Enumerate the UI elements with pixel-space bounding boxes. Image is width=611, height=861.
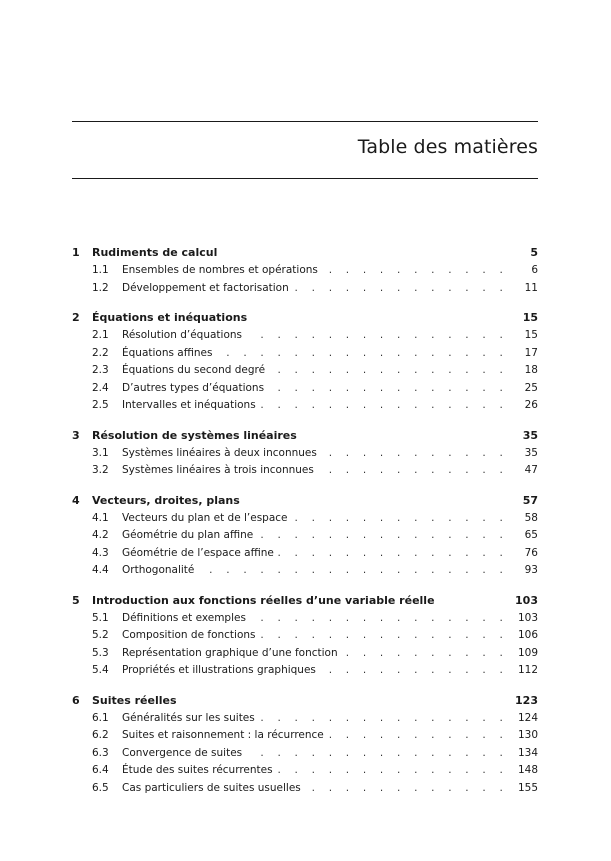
- toc-chapter: [72, 429, 538, 482]
- section-entry[interactable]: [72, 399, 538, 417]
- section-entry[interactable]: [72, 264, 538, 282]
- chapter-title: Résolution de systèmes linéaires: [92, 428, 297, 442]
- toc-chapter: [72, 311, 538, 417]
- section-page-number: 155: [517, 781, 538, 794]
- chapter-title: Suites réelles: [92, 693, 177, 707]
- section-number: 5.1: [92, 611, 109, 624]
- section-number: 6.4: [92, 764, 109, 776]
- section-title: Convergence de suites: [122, 746, 243, 759]
- dot-leader: [293, 282, 508, 294]
- section-title: Propriétés et illustrations graphiques: [122, 664, 316, 676]
- dot-leader: [257, 529, 508, 541]
- chapter-title: Rudiments de calcul: [92, 246, 218, 259]
- section-number: 4.2: [92, 529, 109, 541]
- section-title: Géométrie de l’espace affine: [122, 546, 274, 559]
- section-entry[interactable]: [72, 729, 538, 747]
- section-page-number: 11: [524, 281, 538, 294]
- dot-leader: [328, 729, 508, 741]
- chapter-number: 1: [72, 246, 80, 259]
- section-number: 6.5: [92, 781, 109, 794]
- section-page-number: 15: [524, 329, 538, 341]
- section-entry[interactable]: [72, 512, 538, 530]
- section-entry[interactable]: [72, 764, 538, 782]
- section-title: Résolution d’équations: [122, 329, 243, 341]
- section-title: Cas particuliers de suites usuelles: [122, 781, 301, 794]
- section-title: Géométrie du plan affine: [122, 529, 254, 541]
- section-page-number: 76: [524, 546, 538, 559]
- dot-leader: [260, 399, 508, 411]
- toc-chapter: [72, 694, 538, 800]
- chapter-number: 5: [72, 593, 80, 607]
- section-number: 4.1: [92, 511, 109, 524]
- page-title: Table des matières: [357, 136, 538, 158]
- section-page-number: 148: [517, 764, 538, 776]
- section-entry[interactable]: [72, 529, 538, 547]
- section-number: 6.2: [92, 729, 109, 741]
- section-page-number: 65: [524, 529, 538, 541]
- dot-leader: [246, 747, 508, 759]
- section-number: 2.3: [92, 364, 109, 376]
- section-title: Généralités sur les suites: [122, 711, 255, 724]
- dot-leader: [305, 782, 508, 794]
- section-page-number: 134: [517, 746, 538, 759]
- section-page-number: 130: [517, 729, 538, 741]
- section-page-number: 93: [524, 564, 538, 576]
- top-rule: [72, 121, 538, 122]
- section-number: 2.4: [92, 381, 109, 394]
- section-entry[interactable]: [72, 364, 538, 382]
- chapter-page-number: 57: [522, 493, 538, 507]
- section-number: 3.2: [92, 464, 109, 476]
- chapter-entry[interactable]: [72, 429, 538, 447]
- chapter-title: Introduction aux fonctions réelles d’une variable réelle: [92, 593, 435, 607]
- chapter-number: 4: [72, 493, 80, 507]
- section-entry[interactable]: [72, 664, 538, 682]
- section-entry[interactable]: [72, 564, 538, 582]
- chapter-entry[interactable]: [72, 246, 538, 264]
- section-number: 3.1: [92, 446, 109, 459]
- section-entry[interactable]: [72, 382, 538, 400]
- dot-leader: [216, 347, 508, 359]
- section-page-number: 109: [517, 646, 538, 659]
- chapter-page-number: 5: [530, 246, 538, 259]
- dot-leader: [260, 629, 508, 641]
- section-entry[interactable]: [72, 647, 538, 665]
- section-page-number: 103: [517, 611, 538, 624]
- section-number: 1.2: [92, 281, 109, 294]
- chapter-title: Équations et inéquations: [92, 311, 248, 324]
- section-number: 5.4: [92, 664, 109, 676]
- section-entry[interactable]: [72, 782, 538, 800]
- toc-chapter: [72, 494, 538, 582]
- section-title: Systèmes linéaires à deux inconnues: [122, 446, 317, 459]
- section-page-number: 106: [517, 629, 538, 641]
- section-title: Équations du second degré: [122, 364, 266, 376]
- dot-leader: [321, 447, 508, 459]
- toc-chapter: [72, 246, 538, 299]
- dot-leader: [320, 664, 508, 676]
- section-number: 6.3: [92, 746, 109, 759]
- section-number: 4.3: [92, 546, 109, 559]
- chapter-number: 6: [72, 693, 80, 707]
- section-number: 2.5: [92, 399, 109, 411]
- chapter-number: 3: [72, 428, 80, 442]
- section-title: Représentation graphique d’une fonction: [122, 646, 338, 659]
- section-page-number: 35: [524, 446, 538, 459]
- toc-chapter: [72, 594, 538, 682]
- section-entry[interactable]: [72, 547, 538, 565]
- section-page-number: 112: [517, 664, 538, 676]
- dot-leader: [268, 382, 508, 394]
- section-entry[interactable]: [72, 629, 538, 647]
- section-page-number: 124: [517, 711, 538, 724]
- dot-leader: [278, 547, 508, 559]
- section-page-number: 47: [524, 464, 538, 476]
- section-title: Définitions et exemples: [122, 611, 246, 624]
- section-page-number: 58: [524, 511, 538, 524]
- section-title: Composition de fonctions: [122, 629, 256, 641]
- chapter-title: Vecteurs, droites, plans: [92, 493, 240, 507]
- section-entry[interactable]: [72, 329, 538, 347]
- dot-leader: [318, 464, 508, 476]
- section-title: D’autres types d’équations: [122, 381, 265, 394]
- chapter-number: 2: [72, 311, 80, 324]
- dot-leader: [250, 612, 508, 624]
- chapter-entry[interactable]: [72, 494, 538, 512]
- table-of-contents: [72, 246, 538, 811]
- section-number: 2.2: [92, 346, 109, 359]
- section-page-number: 6: [531, 264, 538, 276]
- dot-leader: [277, 764, 508, 776]
- section-page-number: 17: [524, 346, 538, 359]
- section-number: 6.1: [92, 711, 109, 724]
- section-number: 5.2: [92, 629, 109, 641]
- section-number: 4.4: [92, 564, 109, 576]
- bottom-rule: [72, 178, 538, 179]
- section-entry[interactable]: [72, 347, 538, 365]
- section-entry[interactable]: [72, 747, 538, 765]
- chapter-page-number: 15: [522, 311, 538, 324]
- section-page-number: 18: [524, 364, 538, 376]
- section-title: Développement et factorisation: [122, 281, 289, 294]
- section-number: 5.3: [92, 646, 109, 659]
- chapter-entry[interactable]: [72, 311, 538, 329]
- section-entry[interactable]: [72, 612, 538, 630]
- dot-leader: [342, 647, 508, 659]
- section-title: Vecteurs du plan et de l’espace: [122, 511, 288, 524]
- chapter-entry[interactable]: [72, 594, 538, 612]
- section-title: Équations affines: [122, 346, 213, 359]
- chapter-page-number: 35: [522, 428, 538, 442]
- chapter-page-number: 123: [515, 693, 538, 707]
- section-number: 1.1: [92, 264, 109, 276]
- dot-leader: [259, 712, 508, 724]
- section-entry[interactable]: [72, 447, 538, 465]
- section-title: Orthogonalité: [122, 564, 195, 576]
- section-title: Ensembles de nombres et opérations: [122, 264, 318, 276]
- section-entry[interactable]: [72, 464, 538, 482]
- section-title: Systèmes linéaires à trois inconnues: [122, 464, 314, 476]
- dot-leader: [322, 264, 508, 276]
- section-entry[interactable]: [72, 712, 538, 730]
- section-page-number: 25: [524, 381, 538, 394]
- section-number: 2.1: [92, 329, 109, 341]
- dot-leader: [292, 512, 508, 524]
- dot-leader: [198, 564, 508, 576]
- section-title: Intervalles et inéquations: [122, 399, 256, 411]
- section-title: Suites et raisonnement : la récurrence: [122, 729, 324, 741]
- chapter-page-number: 103: [515, 593, 538, 607]
- dot-leader: [246, 329, 508, 341]
- dot-leader: [269, 364, 508, 376]
- section-entry[interactable]: [72, 282, 538, 300]
- section-title: Étude des suites récurrentes: [122, 764, 273, 776]
- chapter-entry[interactable]: [72, 694, 538, 712]
- section-page-number: 26: [524, 399, 538, 411]
